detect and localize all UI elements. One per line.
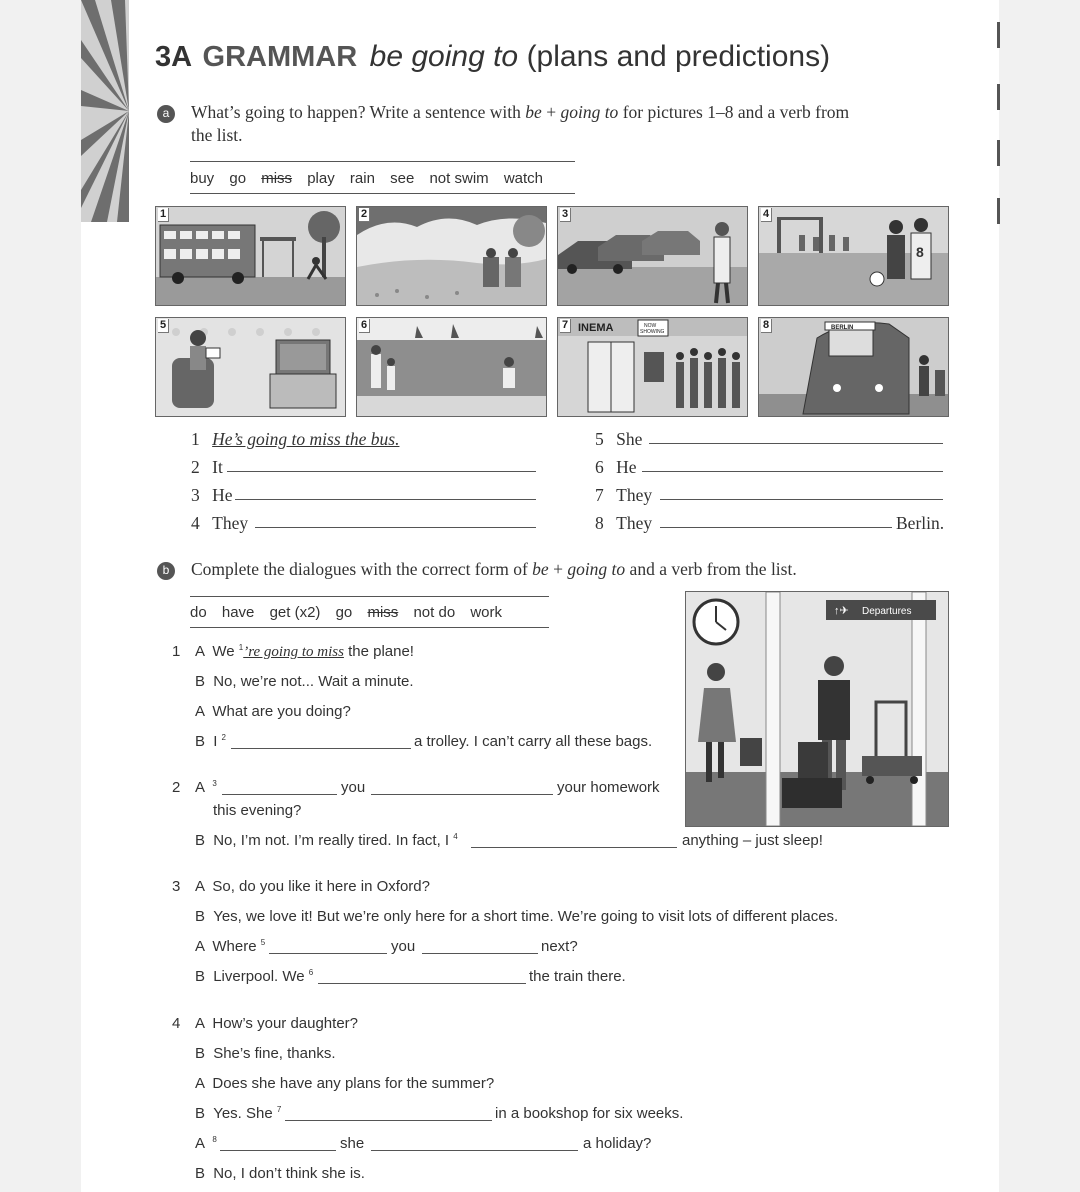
picture-3 [557,206,748,306]
item-number: 5 [595,429,604,449]
word-not-do: not do [413,604,456,621]
page-title [155,40,830,74]
dialogue-2-line-1-end: your homework [557,779,660,796]
word-miss: miss [367,604,399,621]
dialogue-3-line-3 [195,938,265,955]
word-list-top-rule [190,161,575,162]
dialogue-4-line-4-end: in a bookshop for six weeks. [495,1105,684,1122]
airport-picture [685,591,949,827]
instr-text: What’s going to happen? Write a sentence with [191,102,526,122]
dialogue-4-number: 4 [172,1015,181,1032]
word-list-a [190,170,554,187]
item-start: They [616,485,653,505]
word-list-b [190,604,513,621]
gap-5a[interactable] [269,953,387,954]
scan-mark [997,22,1000,48]
gap-number: 2 [221,733,226,742]
gap-number: 7 [276,1105,282,1114]
gap-8a[interactable] [220,1150,336,1151]
gap-2[interactable] [231,748,411,749]
word-buy: buy [190,170,215,187]
gap-4[interactable] [471,847,677,848]
title-code: 3A [155,41,193,73]
cinema-sign: INEMA [578,322,614,334]
line-text: No, I don’t think she is. [213,1165,365,1182]
word-get: get (x2) [269,604,321,621]
answer-line-5[interactable] [649,443,943,444]
dialogue-1-line-4 [195,733,226,750]
item-number: 2 [191,457,200,477]
speaker-b: B [195,733,206,750]
item-number: 7 [595,485,604,505]
line-text: Does she have any plans for the summer? [212,1075,495,1092]
item-start: They [616,513,653,533]
picture-1 [155,206,346,306]
line-text: Liverpool. We [213,968,309,985]
item-start: He [616,457,637,477]
item-number: 1 [191,429,200,449]
sunburst-decoration [81,0,129,222]
gap-number: 4 [453,832,458,841]
living-room-illustration [156,318,345,416]
speaker-b: B [195,1165,206,1182]
picture-number: 3 [560,208,571,222]
line-text: I [213,733,222,750]
dialogue-3-line-4-end: the train there. [529,968,626,985]
dialogue-3-line-3-end: next? [541,938,578,955]
word-miss: miss [261,170,293,187]
instr-be: be [532,559,549,579]
answer-line-3[interactable] [235,499,536,500]
car-showroom-illustration [558,207,747,305]
line-text: So, do you like it here in Oxford? [212,878,430,895]
gap-number: 8 [212,1135,217,1144]
dialogue-1-line-3 [195,703,351,720]
item-start: It [212,457,223,477]
worksheet-page [81,0,999,1192]
exercise-b-instruction [191,559,797,580]
poster-line-2: SHOWING [640,329,665,335]
gap-6[interactable] [318,983,526,984]
beach-illustration [357,318,546,416]
item-number: 4 [191,513,200,533]
speaker-b: B [195,1105,206,1122]
answer-line-2[interactable] [227,471,536,472]
line-text: No, I’m not. I’m really tired. In fact, I [213,832,454,849]
exercise-a-badge: a [157,105,175,123]
dialogue-4-line-6 [195,1165,365,1182]
dialogue-2-line-1-you: you [341,779,366,796]
line-text: What are you doing? [212,703,351,720]
gap-number: 6 [308,968,314,977]
gap-number: 5 [260,938,266,947]
departures-sign: Departures [862,606,912,617]
gap-3b[interactable] [371,794,553,795]
dialogue-4-line-5-end: a holiday? [583,1135,652,1152]
example-answer: He’s going to miss the bus. [212,429,400,449]
dialogue-3-line-4 [195,968,313,985]
item-6 [595,457,637,478]
word-play: play [307,170,335,187]
word-watch: watch [503,170,544,187]
example-answer: ’re going to miss [243,644,344,660]
dialogue-3-line-1 [195,878,430,895]
dialogue-4-line-5-she: she [340,1135,365,1152]
dialogue-2-line-2 [195,832,458,849]
answer-line-6[interactable] [642,471,943,472]
word-go: go [229,170,247,187]
dialogue-2-line-1 [195,779,217,796]
word-not-swim: not swim [429,170,489,187]
item-8-end: Berlin. [896,513,945,533]
scan-mark [997,140,1000,166]
instr-going: going to [567,559,626,579]
item-3 [191,485,233,506]
cinema-illustration [558,318,747,416]
gap-5b[interactable] [422,953,538,954]
speaker-a: A [195,703,205,720]
gap-number: 3 [212,779,217,788]
picture-number: 5 [158,319,169,333]
dialogue-3-line-3-you: you [391,938,416,955]
item-start: They [212,513,249,533]
item-4 [191,513,248,534]
speaker-b: B [195,968,206,985]
picture-number: 1 [158,208,169,222]
gap-8b[interactable] [371,1150,578,1151]
item-1 [191,429,399,450]
picture-8 [758,317,949,417]
exercise-a-instruction [191,102,849,123]
instr-plus: + [548,559,568,579]
speaker-a: A [195,878,205,895]
item-8 [595,513,652,534]
line-text: Where [212,938,261,955]
train-destination: BERLIN [831,325,854,331]
answer-line-4[interactable] [255,527,536,528]
shirt-number: 8 [916,244,924,260]
speaker-a: A [195,1015,205,1032]
dialogue-4-line-2 [195,1045,336,1062]
instr-be: be [525,102,542,122]
picture-number: 7 [560,319,571,333]
dialogue-3-line-2 [195,908,838,925]
item-start: She [616,429,643,449]
dialogue-2-line-1-cont: this evening? [213,802,302,819]
dialogue-1-line-4-end: a trolley. I can’t carry all these bags. [414,733,653,750]
line-text: No, we’re not... Wait a minute. [213,673,414,690]
line-text: Yes, we love it! But we’re only here for a short time. We’re going to visit lots of different places. [213,908,839,925]
picture-6 [356,317,547,417]
exercise-a-instruction-cont: the list. [191,125,243,145]
line-text: How’s your daughter? [212,1015,359,1032]
park-illustration [357,207,546,305]
picture-5 [155,317,346,417]
word-have: have [221,604,255,621]
speaker-a: A [195,938,205,955]
dialogue-1-line-2 [195,673,414,690]
svg-text:↑✈: ↑✈ [834,605,849,617]
dialogue-4-line-3 [195,1075,494,1092]
title-topic-rest: (plans and predictions) [526,40,831,73]
speaker-b: B [195,908,206,925]
dialogue-2-number: 2 [172,779,181,796]
dialogue-1-number: 1 [172,643,181,660]
scan-mark [997,84,1000,110]
picture-number: 6 [359,319,370,333]
title-grammar: GRAMMAR [202,41,358,73]
word-do: do [190,604,207,621]
picture-2 [356,206,547,306]
picture-number: 4 [761,208,772,222]
dialogue-1-line-1 [195,643,414,661]
item-7 [595,485,652,506]
speaker-b: B [195,673,206,690]
line-text: She’s fine, thanks. [213,1045,336,1062]
picture-4 [758,206,949,306]
line-text: Yes. She [213,1105,277,1122]
instr-going: going to [560,102,619,122]
dialogue-4-line-1 [195,1015,358,1032]
picture-7 [557,317,748,417]
exercise-b-badge: b [157,562,175,580]
line-text: the plane! [343,643,414,660]
train-illustration [759,318,948,416]
word-list-b-bottom-rule [190,627,549,628]
bus-illustration [156,207,345,305]
dialogue-3-number: 3 [172,878,181,895]
dialogue-4-line-4 [195,1105,281,1122]
picture-number: 2 [359,208,370,222]
instr-text-2: and a verb from the list. [625,559,797,579]
football-illustration [759,207,948,305]
instr-text: Complete the dialogues with the correct form of [191,559,533,579]
picture-number: 8 [761,319,772,333]
airport-illustration [686,592,948,826]
item-start: He [212,485,233,505]
speaker-a: A [195,643,205,660]
gap-3a[interactable] [222,794,337,795]
word-go: go [335,604,353,621]
instr-text-2: for pictures 1–8 and a verb from [618,102,850,122]
word-see: see [390,170,415,187]
answer-line-7[interactable] [660,499,943,500]
poster-line-1: NOW [644,323,657,329]
dialogue-2-line-2-end: anything – just sleep! [682,832,823,849]
speaker-b: B [195,1045,206,1062]
word-work: work [470,604,503,621]
line-text: We [212,643,239,660]
item-number: 6 [595,457,604,477]
item-5 [595,429,642,450]
speaker-b: B [195,832,206,849]
scan-mark [997,198,1000,224]
dialogue-4-line-5 [195,1135,217,1152]
gap-7[interactable] [285,1120,492,1121]
speaker-a: A [195,1135,205,1152]
speaker-a: A [195,1075,205,1092]
item-2 [191,457,223,478]
gap-number: 1 [238,643,244,652]
word-rain: rain [349,170,375,187]
speaker-a: A [195,779,205,796]
item-number: 3 [191,485,200,505]
word-list-bottom-rule [190,193,575,194]
title-topic: be going to [369,40,519,73]
word-list-b-top-rule [190,596,549,597]
answer-line-8[interactable] [660,527,892,528]
instr-plus: + [541,102,561,122]
item-number: 8 [595,513,604,533]
